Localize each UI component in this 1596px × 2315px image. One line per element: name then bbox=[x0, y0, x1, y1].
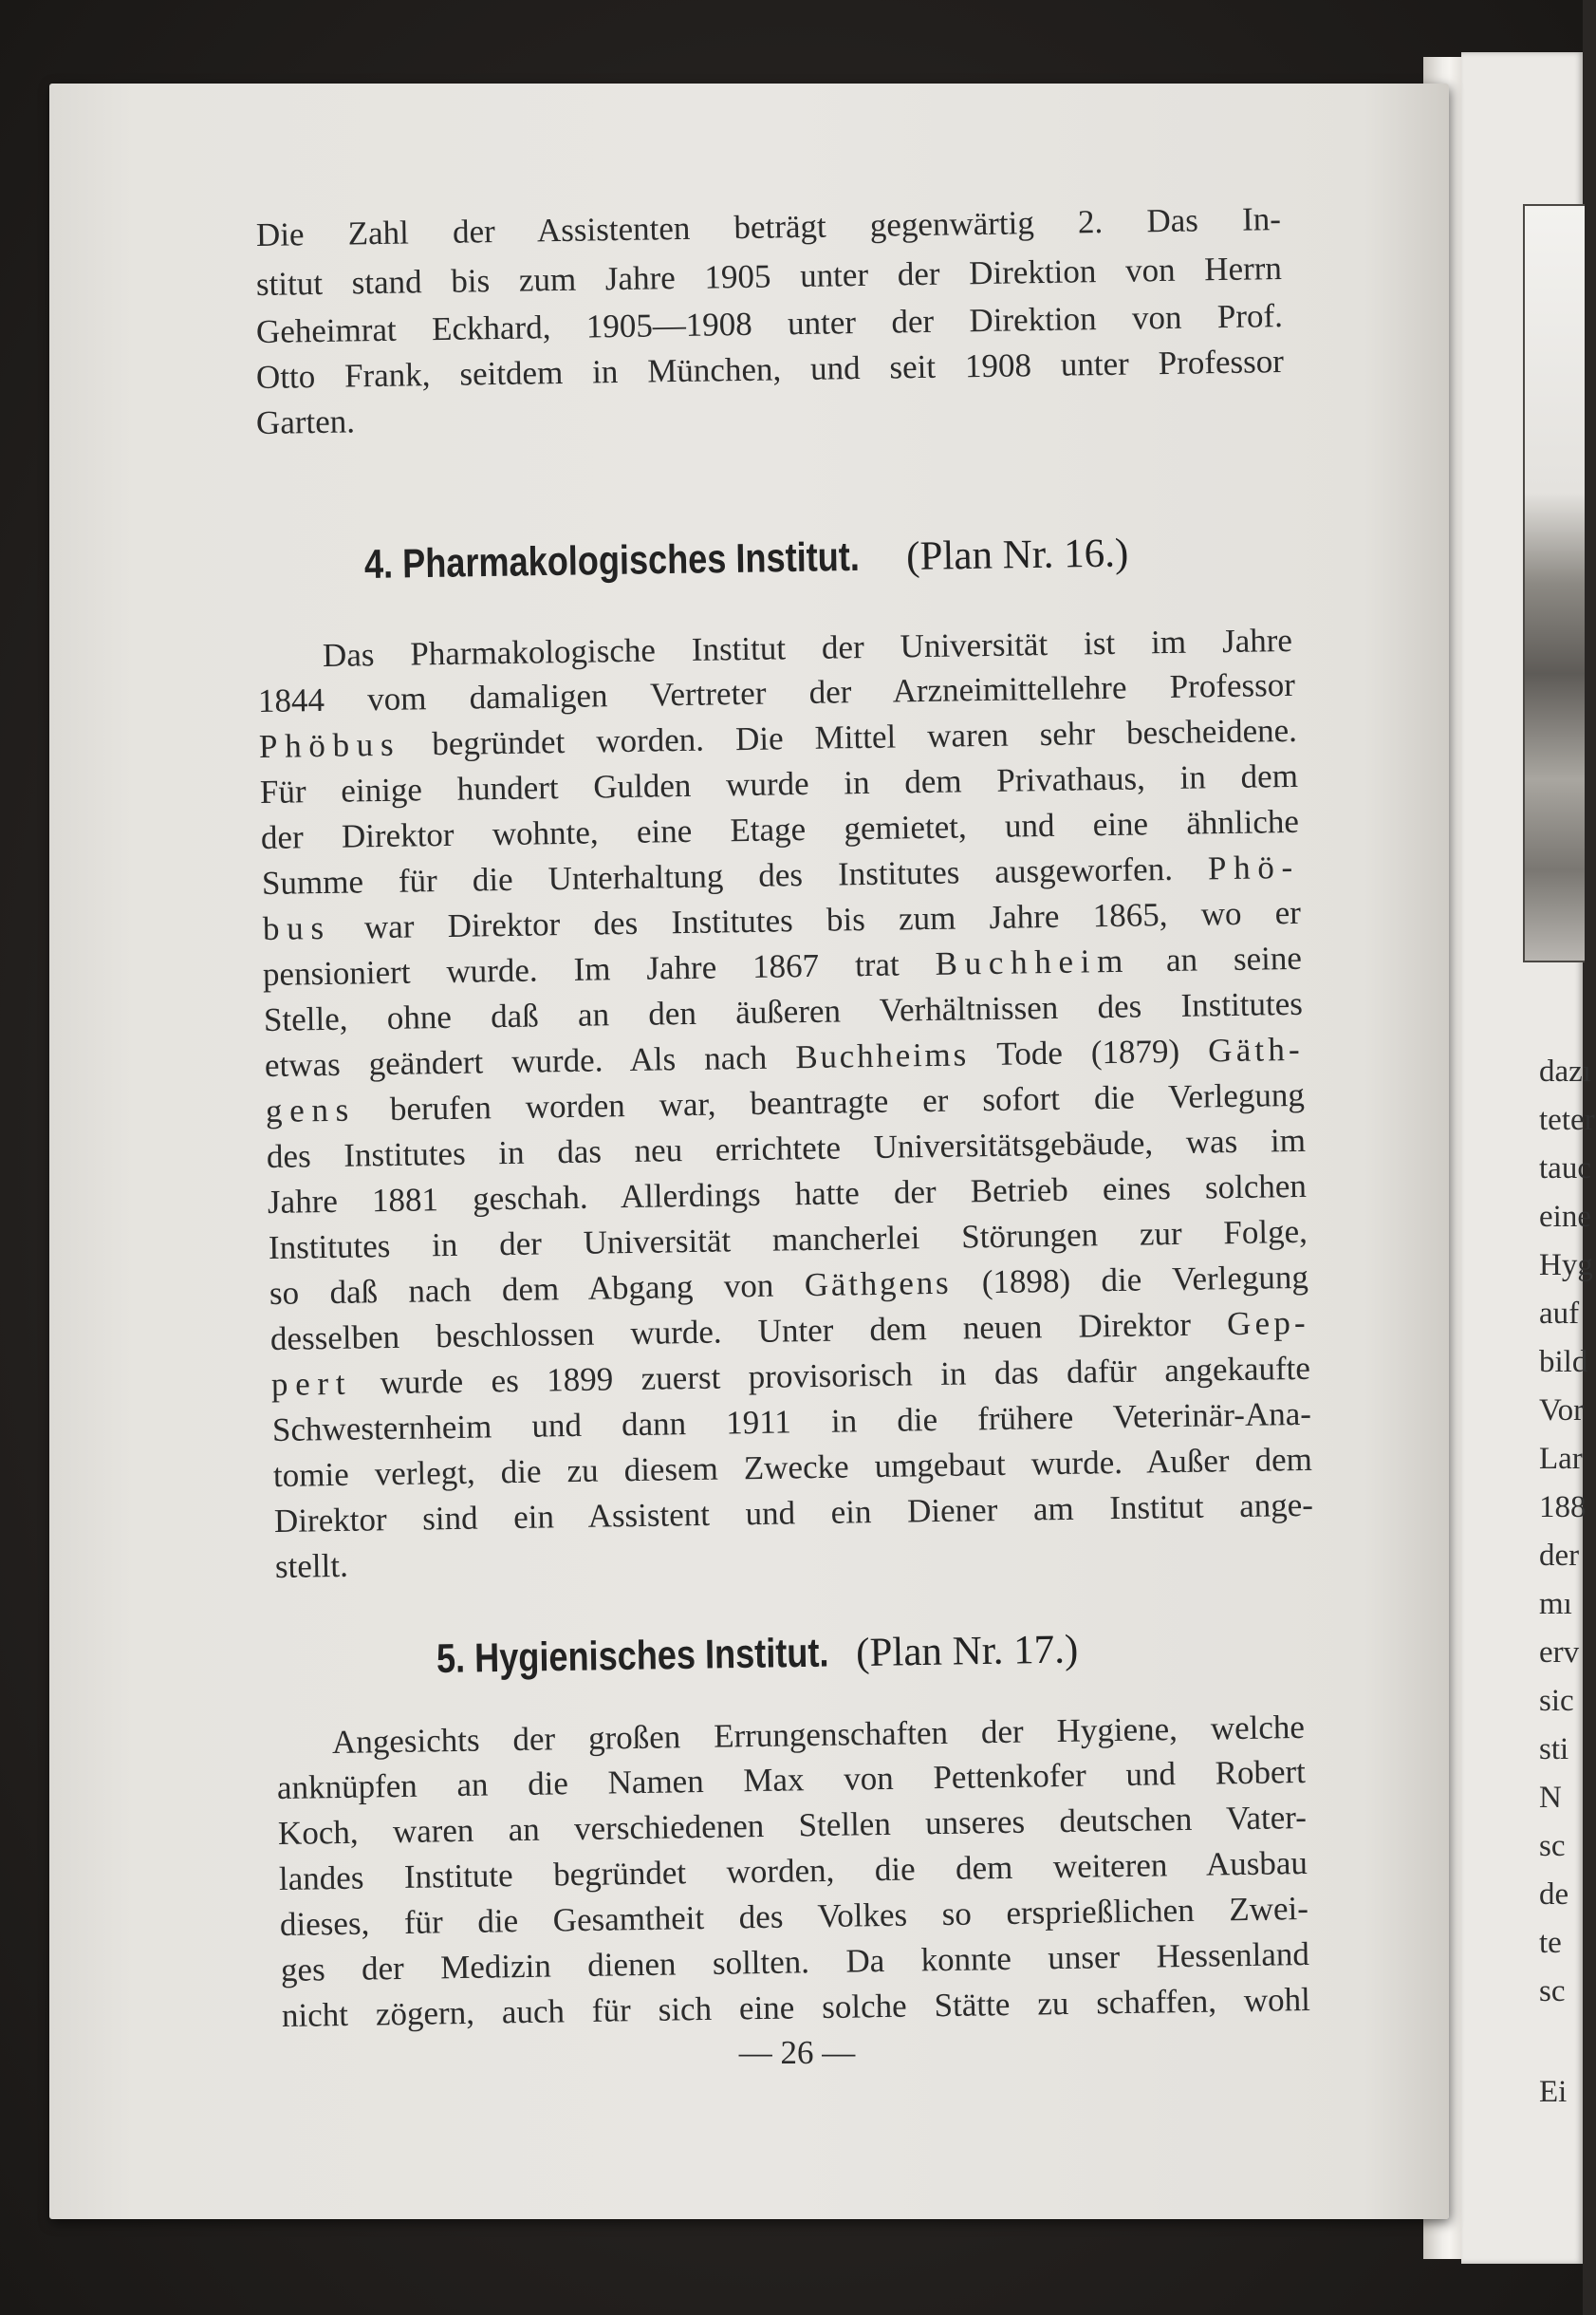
facing-page-fragment: N bbox=[1539, 1781, 1562, 1815]
facing-page-fragment: Lar bbox=[1539, 1442, 1583, 1476]
body-text-line: Otto Frank, seitdem in München, und seit 1908 unter Professor bbox=[255, 342, 1285, 396]
text-run: wurde es 1899 zuerst provisorisch in das dafür angekaufte bbox=[351, 1349, 1311, 1402]
facing-page-fragment: auf bbox=[1539, 1297, 1580, 1331]
text-run: Tode (1879) bbox=[968, 1032, 1209, 1073]
spaced-name: Gep- bbox=[1226, 1303, 1310, 1343]
text-run: Summe für die Unterhaltung des Institutes ausgeworfen. bbox=[261, 849, 1209, 902]
page-number: — 26 — bbox=[738, 2034, 856, 2071]
text-run: so daß nach dem Abgang von bbox=[269, 1266, 806, 1312]
facing-page-fragment: sc bbox=[1539, 1974, 1566, 2008]
body-text-line: tomie verlegt, die zu diesem Zwecke umgebaut wurde. Außer dem bbox=[272, 1440, 1313, 1494]
body-text-line: Das Pharmakologische Institut der Universität ist im Jahre bbox=[322, 621, 1293, 674]
facing-page-fragment: sti bbox=[1539, 1732, 1569, 1766]
text-run: begründet worden. Die Mittel waren sehr bescheidene. bbox=[399, 711, 1298, 763]
body-text-line: Die Zahl der Assistenten beträgt gegenwärtig 2. Das In- bbox=[255, 200, 1282, 253]
facing-page-fragment: tauc bbox=[1539, 1151, 1591, 1186]
facing-page-photograph bbox=[1523, 204, 1585, 962]
section-title: 4. Pharmakologisches Institut. bbox=[363, 533, 861, 588]
body-text-line: Institutes in der Universität mancherlei Störungen zur Folge, bbox=[268, 1212, 1308, 1266]
facing-page-fragment: Hyg bbox=[1539, 1248, 1593, 1282]
spaced-name: bus bbox=[262, 908, 332, 947]
spaced-name: Buchheim bbox=[935, 942, 1131, 982]
text-run: berufen worden war, beantragte er sofort die Verlegung bbox=[355, 1075, 1306, 1129]
facing-page-fragment: der bbox=[1539, 1539, 1580, 1573]
spaced-name: Buchheims bbox=[794, 1036, 970, 1076]
text-run: (1898) die Verlegung bbox=[951, 1258, 1309, 1301]
facing-page-fragment: 188 bbox=[1539, 1490, 1587, 1524]
spaced-name: Phö- bbox=[1207, 848, 1301, 887]
body-text-line: ges der Medizin dienen sollten. Da konnte unser Hessenland bbox=[280, 1934, 1310, 1988]
spaced-name: Phöbus bbox=[258, 725, 401, 765]
facing-page-fragment: dazı bbox=[1539, 1055, 1591, 1089]
facing-page-fragment: mı bbox=[1539, 1587, 1572, 1621]
text-run: pensioniert wurde. Im Jahre 1867 trat bbox=[262, 944, 936, 993]
section-title: 5. Hygienisches Institut. bbox=[436, 1630, 829, 1682]
body-text-line: dieses, für die Gesamtheit des Volkes so ersprießlichen Zwei- bbox=[279, 1889, 1309, 1943]
text-run: war Direktor des Institutes bis zum Jahre 1865, wo er bbox=[330, 893, 1302, 946]
body-text-line: des Institutes in das neu errichtete Universitätsgebäude, was im bbox=[266, 1121, 1307, 1175]
body-text-line: nicht zögern, auch für sich eine solche Stätte zu schaffen, wohl bbox=[281, 1980, 1311, 2034]
facing-page-fragment: eine bbox=[1539, 1200, 1591, 1234]
plan-reference: (Plan Nr. 17.) bbox=[855, 1627, 1079, 1676]
facing-page-fragment: bild bbox=[1539, 1345, 1588, 1379]
body-text-line: Für einige hundert Gulden wurde in dem Privathaus, in dem bbox=[259, 756, 1299, 811]
body-text-line: Geheimrat Eckhard, 1905—1908 unter der Direktion von Prof. bbox=[255, 297, 1284, 350]
body-text-line: Schwesternheim und dann 1911 in die frühere Veterinär-Ana- bbox=[271, 1394, 1312, 1448]
body-text-line: 1844 vom damaligen Vertreter der Arzneimittellehre Professor bbox=[257, 665, 1296, 719]
spaced-name: Gäthgens bbox=[804, 1263, 952, 1304]
body-text-line: Angesichts der großen Errungenschaften der Hygiene, welche bbox=[331, 1708, 1306, 1761]
body-text-line: anknüpfen an die Namen Max von Pettenkofer und Robert bbox=[276, 1752, 1307, 1806]
body-text-line: Koch, waren an verschiedenen Stellen unseres deutschen Vater- bbox=[277, 1798, 1308, 1852]
facing-page-fragment: teter bbox=[1539, 1103, 1595, 1137]
body-text-line: landes Institute begründet worden, die dem weiteren Ausbau bbox=[278, 1843, 1308, 1897]
body-text-line: Direktor sind ein Assistent und ein Diener am Institut ange- bbox=[273, 1485, 1314, 1540]
body-text-line: der Direktor wohnte, eine Etage gemietet, und eine ähnliche bbox=[260, 802, 1300, 856]
body-text-line: stellt. bbox=[274, 1546, 349, 1585]
body-text-line: stitut stand bis zum Jahre 1905 unter der Direktion von Herrn bbox=[255, 250, 1283, 303]
spaced-name: gens bbox=[265, 1091, 357, 1129]
facing-page-fragment: Ei bbox=[1539, 2075, 1568, 2109]
plan-reference: (Plan Nr. 16.) bbox=[905, 531, 1129, 580]
text-run: desselben beschlossen wurde. Unter dem neuen Direktor bbox=[269, 1305, 1228, 1357]
body-text-line: Stelle, ohne daß an den äußeren Verhältnissen des Institutes bbox=[263, 984, 1304, 1038]
body-text-line: Jahre 1881 geschah. Allerdings hatte der Betrieb eines solchen bbox=[267, 1167, 1308, 1221]
facing-page-fragment: erv bbox=[1539, 1635, 1580, 1670]
body-text-line: Garten. bbox=[255, 402, 356, 441]
text-run: etwas geändert wurde. Als nach bbox=[264, 1038, 796, 1084]
spaced-name: pert bbox=[270, 1364, 353, 1403]
facing-page-fragment: Vor bbox=[1539, 1393, 1585, 1428]
text-run: an seine bbox=[1129, 939, 1303, 980]
facing-page-fragment: sic bbox=[1539, 1684, 1574, 1718]
facing-page-fragment: sc bbox=[1539, 1829, 1566, 1863]
facing-page-fragment: de bbox=[1539, 1877, 1569, 1912]
facing-page-fragment: te bbox=[1539, 1926, 1562, 1960]
spaced-name: Gäth- bbox=[1207, 1030, 1305, 1070]
